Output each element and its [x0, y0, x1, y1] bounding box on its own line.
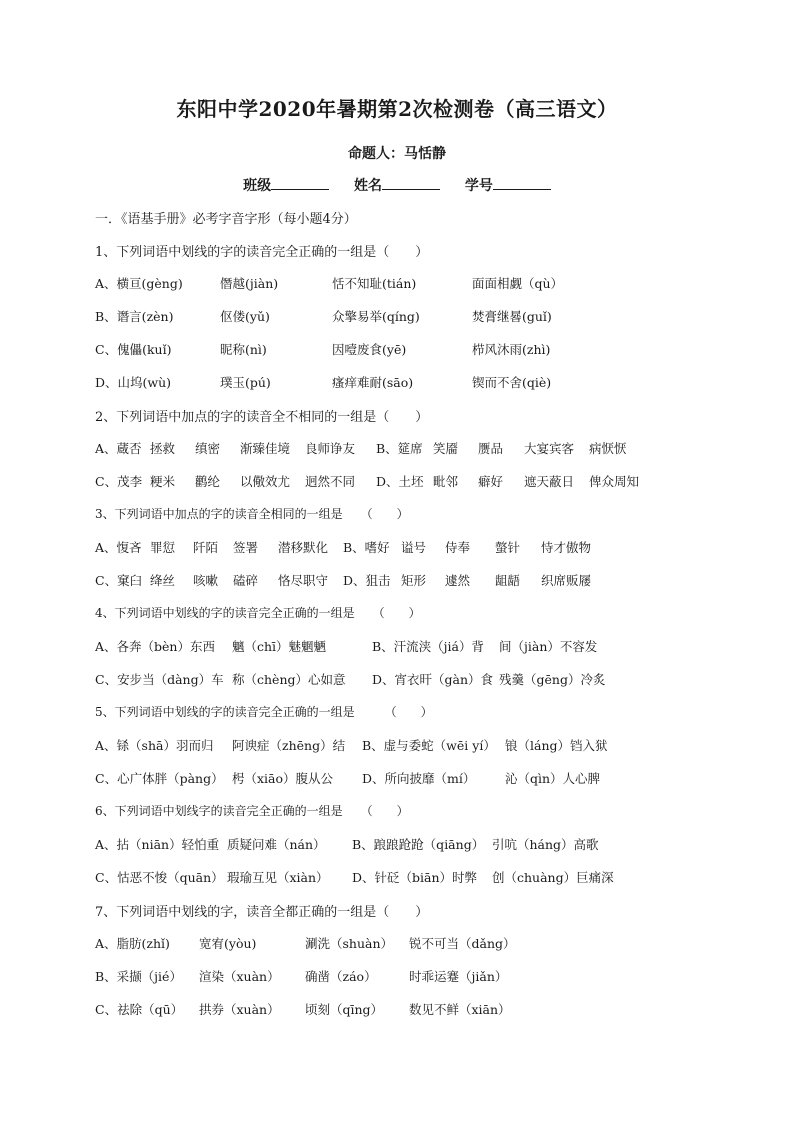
question-6-stem: 6、下列词语中划线字的读音完全正确的一组是 （ ）: [95, 804, 409, 818]
question-4-options-cd: C、安步当（dàng）车 称（chèng）心如意 D、宵衣旰（gàn）食 残羹（gēng）冷炙: [95, 672, 606, 687]
class-label: 班级: [243, 178, 272, 194]
question-4-stem: 4、下列词语中划线的字的读音完全正确的一组是 （ ）: [95, 606, 421, 620]
id-blank[interactable]: [493, 177, 551, 190]
question-2-options-cd: C、茂李 粳米 鹳纶 以儆效尤 迥然不同 D、土坯 毗邻 癖好 遮天蔽日 俾众周知: [95, 474, 640, 489]
question-7-option-c: C、祛除（qū） 拱券（xuàn） 顷刻（qīng） 数见不鲜（xiān）: [95, 1002, 511, 1017]
id-label: 学号: [464, 178, 493, 194]
section-heading: 一．《语基手册》必考字音字形（每小题4分）: [95, 212, 357, 227]
question-3-options-cd: C、窠臼 绛丝 咳嗽 磕碎 恪尽职守 D、狙击 矩形 遽然 龃龉 织席贩屦: [95, 573, 592, 588]
question-1-option-b: B、谮言(zèn) 伛偻(yǔ) 众擎易举(qíng) 焚膏继晷(guǐ): [95, 309, 552, 324]
question-6-options-cd: C、怙恶不悛（quān） 瑕瑜互见（xiàn） D、针砭（biān）时弊 创（chuàng）巨痛深: [95, 870, 614, 885]
question-5-options-cd: C、心广体胖（pàng） 枵（xiāo）腹从公 D、所向披靡（mí） 沁（qìn）人心脾: [95, 771, 601, 786]
question-1-option-c: C、傀儡(kuǐ) 昵称(nì) 因噎废食(yē) 栉风沐雨(zhì): [95, 342, 551, 357]
question-2-options-ab: A、蔵否 拯救 缜密 渐臻佳境 良师诤友 B、筵席 笑靥 赝品 大宴宾客 病恹恹: [95, 441, 627, 456]
question-5-stem: 5、下列词语中划线的字的读音完全正确的一组是 （ ）: [95, 705, 433, 719]
question-1-option-d: D、山坞(wù) 璞玉(pú) 瘙痒难耐(sāo) 锲而不舍(qiè): [95, 375, 552, 390]
question-2-stem: 2、下列词语中加点的字的读音全不相同的一组是（ ）: [95, 410, 429, 425]
question-6-options-ab: A、拈（niān）轻怕重 质疑问难（nán） B、踉踉跄跄（qiāng） 引吭（háng）高歌: [95, 837, 599, 852]
student-info-line: [0, 175, 794, 195]
question-7-option-a: A、脂肪(zhǐ) 宽宥(yòu) 涮洗（shuàn） 锐不可当（dǎng）: [95, 936, 516, 951]
name-blank[interactable]: [382, 177, 440, 190]
question-1-option-a: A、横亘(gèng) 僭越(jiàn) 恬不知耻(tián) 面面相觑（qù）: [95, 276, 564, 291]
class-blank[interactable]: [271, 177, 329, 190]
author-line: 命题人：马恬静: [348, 146, 446, 162]
question-7-option-b: B、采撷（jié） 渲染（xuàn） 确凿（záo） 时乖运蹇（jiǎn）: [95, 969, 508, 984]
question-4-options-ab: A、各奔（bèn）东西 魑（chī）魅魍魉 B、汗流浃（jiá）背 间（jiàn）不容发: [95, 639, 598, 654]
question-7-stem: 7、下列词语中划线的字，读音全都正确的一组是（ ）: [95, 905, 429, 920]
question-1-stem: 1、下列词语中划线的字的读音完全正确的一组是（ ）: [95, 245, 429, 260]
question-3-stem: 3、下列词语中加点的字的读音全相同的一组是 （ ）: [95, 507, 409, 521]
question-5-options-ab: A、铩（shā）羽而归 阿谀症（zhēng）结 B、虚与委蛇（wēi yí） 锒（láng）铛入狱: [95, 738, 608, 753]
name-label: 姓名: [354, 178, 382, 194]
page-title: 东阳中学2020年暑期第2次检测卷（高三语文）: [176, 97, 618, 121]
question-3-options-ab: A、愎吝 罪愆 阡陌 签署 潜移默化 B、嗜好 谥号 侍奉 螫针 恃才傲物: [95, 540, 592, 555]
